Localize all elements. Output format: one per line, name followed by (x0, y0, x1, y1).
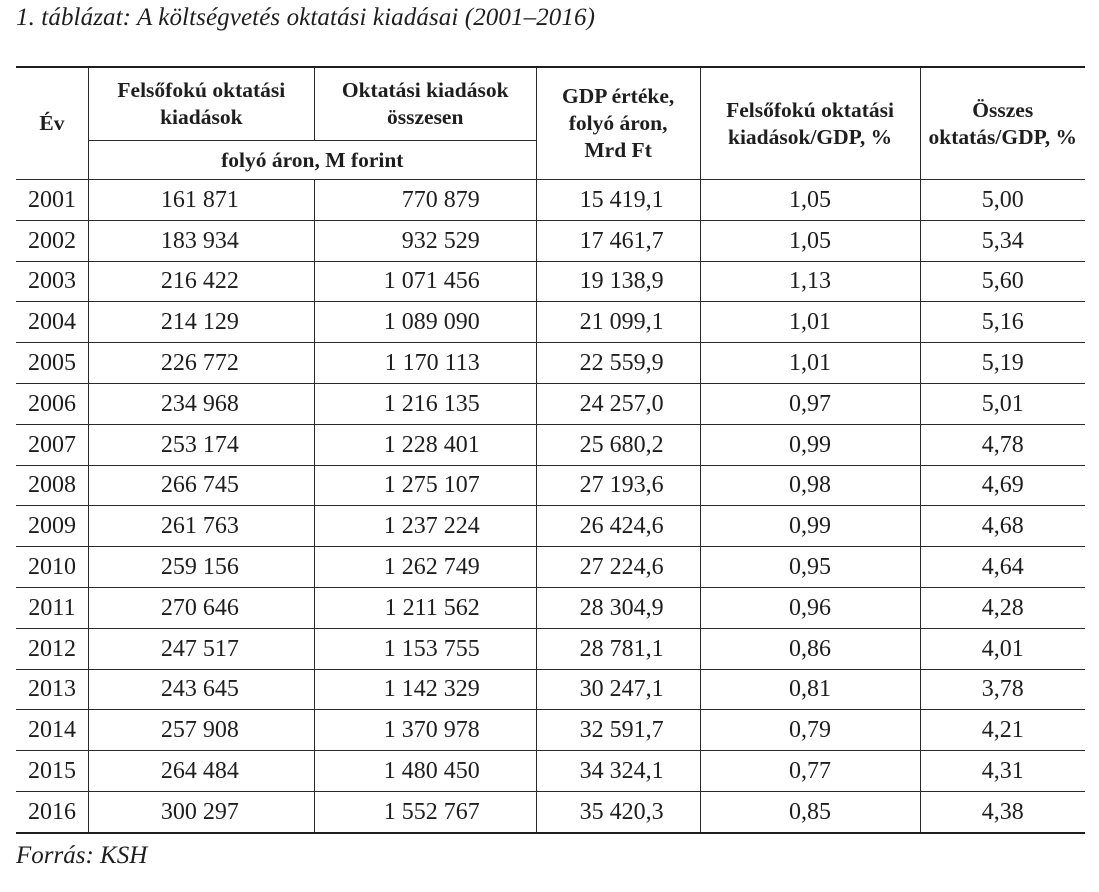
table-row (16, 587, 1085, 628)
cell-year: 2009 (16, 506, 88, 547)
cell-gdp: 35 420,3 (536, 791, 700, 832)
cell-felsofoku: 161 871 (88, 180, 314, 221)
cell-gdp: 21 099,1 (536, 302, 700, 343)
cell-oktatasi: 1 211 562 (314, 587, 536, 628)
cell-felsofoku: 226 772 (88, 343, 314, 384)
cell-felsofoku-gdp: 0,96 (700, 587, 920, 628)
cell-oktatasi: 932 529 (314, 220, 536, 261)
cell-osszes-gdp: 5,01 (920, 383, 1085, 424)
cell-gdp: 17 461,7 (536, 220, 700, 261)
cell-year: 2006 (16, 383, 88, 424)
cell-felsofoku-gdp: 0,81 (700, 669, 920, 710)
cell-gdp: 28 304,9 (536, 587, 700, 628)
header-subheader-unit: folyó áron, M forint (88, 141, 536, 180)
table-row (16, 710, 1085, 751)
cell-osszes-gdp: 5,00 (920, 180, 1085, 221)
cell-gdp: 27 193,6 (536, 465, 700, 506)
cell-year: 2015 (16, 751, 88, 792)
cell-osszes-gdp: 4,01 (920, 628, 1085, 669)
cell-felsofoku-gdp: 1,01 (700, 343, 920, 384)
cell-year: 2012 (16, 628, 88, 669)
cell-year: 2011 (16, 587, 88, 628)
table-row (16, 343, 1085, 384)
cell-osszes-gdp: 5,60 (920, 261, 1085, 302)
cell-gdp: 32 591,7 (536, 710, 700, 751)
cell-year: 2003 (16, 261, 88, 302)
cell-osszes-gdp: 4,28 (920, 587, 1085, 628)
cell-year: 2005 (16, 343, 88, 384)
header-oktatasi (314, 67, 536, 141)
cell-osszes-gdp: 3,78 (920, 669, 1085, 710)
cell-oktatasi: 1 142 329 (314, 669, 536, 710)
cell-felsofoku: 264 484 (88, 751, 314, 792)
cell-year: 2004 (16, 302, 88, 343)
cell-osszes-gdp: 4,64 (920, 547, 1085, 588)
cell-oktatasi: 1 228 401 (314, 424, 536, 465)
cell-osszes-gdp: 5,34 (920, 220, 1085, 261)
table-row (16, 383, 1085, 424)
cell-felsofoku: 259 156 (88, 547, 314, 588)
cell-gdp: 15 419,1 (536, 180, 700, 221)
cell-oktatasi: 1 089 090 (314, 302, 536, 343)
cell-felsofoku: 216 422 (88, 261, 314, 302)
cell-felsofoku: 243 645 (88, 669, 314, 710)
cell-felsofoku-gdp: 1,05 (700, 180, 920, 221)
cell-gdp: 26 424,6 (536, 506, 700, 547)
header-felsofoku-gdp-label: Felsőfokú oktatási kiadások/GDP, % (726, 97, 894, 149)
table-body (16, 180, 1085, 833)
cell-gdp: 24 257,0 (536, 383, 700, 424)
cell-gdp: 19 138,9 (536, 261, 700, 302)
cell-osszes-gdp: 4,69 (920, 465, 1085, 506)
cell-felsofoku: 183 934 (88, 220, 314, 261)
cell-felsofoku-gdp: 0,95 (700, 547, 920, 588)
cell-felsofoku: 247 517 (88, 628, 314, 669)
cell-oktatasi: 1 552 767 (314, 791, 536, 832)
cell-felsofoku-gdp: 0,97 (700, 383, 920, 424)
table-row (16, 506, 1085, 547)
table-row (16, 180, 1085, 221)
cell-felsofoku: 214 129 (88, 302, 314, 343)
source-note: Forrás: KSH (16, 842, 148, 869)
cell-oktatasi: 1 370 978 (314, 710, 536, 751)
cell-oktatasi: 1 480 450 (314, 751, 536, 792)
cell-oktatasi: 1 071 456 (314, 261, 536, 302)
cell-felsofoku-gdp: 1,01 (700, 302, 920, 343)
cell-gdp: 25 680,2 (536, 424, 700, 465)
header-felsofoku (88, 67, 314, 141)
header-gdp-label: GDP értéke, folyó áron, Mrd Ft (562, 84, 675, 162)
cell-year: 2013 (16, 669, 88, 710)
cell-gdp: 30 247,1 (536, 669, 700, 710)
cell-felsofoku: 257 908 (88, 710, 314, 751)
table-row (16, 465, 1085, 506)
cell-gdp: 34 324,1 (536, 751, 700, 792)
table-row (16, 547, 1085, 588)
table-caption: 1. táblázat: A költségvetés oktatási kiadásai (2001–2016) (16, 4, 596, 31)
cell-felsofoku: 266 745 (88, 465, 314, 506)
cell-felsofoku-gdp: 0,86 (700, 628, 920, 669)
cell-felsofoku: 261 763 (88, 506, 314, 547)
table-row (16, 669, 1085, 710)
header-year: Év (16, 67, 88, 180)
header-felsofoku-label: Felsőfokú oktatási kiadások (117, 78, 286, 129)
cell-felsofoku: 234 968 (88, 383, 314, 424)
cell-oktatasi: 1 153 755 (314, 628, 536, 669)
cell-year: 2014 (16, 710, 88, 751)
cell-oktatasi: 1 216 135 (314, 383, 536, 424)
cell-felsofoku-gdp: 0,99 (700, 506, 920, 547)
cell-oktatasi: 1 275 107 (314, 465, 536, 506)
table-row (16, 261, 1085, 302)
cell-osszes-gdp: 4,38 (920, 791, 1085, 832)
education-expenditure-table (16, 66, 1085, 834)
cell-year: 2002 (16, 220, 88, 261)
cell-oktatasi: 1 237 224 (314, 506, 536, 547)
cell-osszes-gdp: 4,31 (920, 751, 1085, 792)
cell-felsofoku-gdp: 1,05 (700, 220, 920, 261)
table-row (16, 302, 1085, 343)
header-osszes-gdp-label: Összes oktatás/GDP, % (928, 97, 1078, 149)
header-osszes-gdp (920, 67, 1085, 180)
table-row (16, 751, 1085, 792)
cell-felsofoku-gdp: 0,99 (700, 424, 920, 465)
table-row (16, 424, 1085, 465)
header-gdp (536, 67, 700, 180)
cell-oktatasi: 1 170 113 (314, 343, 536, 384)
cell-felsofoku: 253 174 (88, 424, 314, 465)
cell-oktatasi: 1 262 749 (314, 547, 536, 588)
cell-gdp: 28 781,1 (536, 628, 700, 669)
cell-year: 2008 (16, 465, 88, 506)
cell-gdp: 22 559,9 (536, 343, 700, 384)
cell-osszes-gdp: 5,16 (920, 302, 1085, 343)
cell-felsofoku: 300 297 (88, 791, 314, 832)
cell-osszes-gdp: 4,78 (920, 424, 1085, 465)
cell-felsofoku-gdp: 0,79 (700, 710, 920, 751)
cell-felsofoku-gdp: 0,98 (700, 465, 920, 506)
table-row (16, 791, 1085, 832)
cell-felsofoku-gdp: 0,85 (700, 791, 920, 832)
table-row (16, 628, 1085, 669)
cell-osszes-gdp: 4,68 (920, 506, 1085, 547)
cell-year: 2007 (16, 424, 88, 465)
cell-felsofoku-gdp: 0,77 (700, 751, 920, 792)
cell-oktatasi: 770 879 (314, 180, 536, 221)
header-oktatasi-label: Oktatási kiadások összesen (341, 78, 509, 129)
cell-year: 2001 (16, 180, 88, 221)
cell-year: 2010 (16, 547, 88, 588)
cell-felsofoku-gdp: 1,13 (700, 261, 920, 302)
cell-year: 2016 (16, 791, 88, 832)
cell-felsofoku: 270 646 (88, 587, 314, 628)
table-row (16, 220, 1085, 261)
cell-osszes-gdp: 5,19 (920, 343, 1085, 384)
cell-gdp: 27 224,6 (536, 547, 700, 588)
cell-osszes-gdp: 4,21 (920, 710, 1085, 751)
header-felsofoku-gdp (700, 67, 920, 180)
